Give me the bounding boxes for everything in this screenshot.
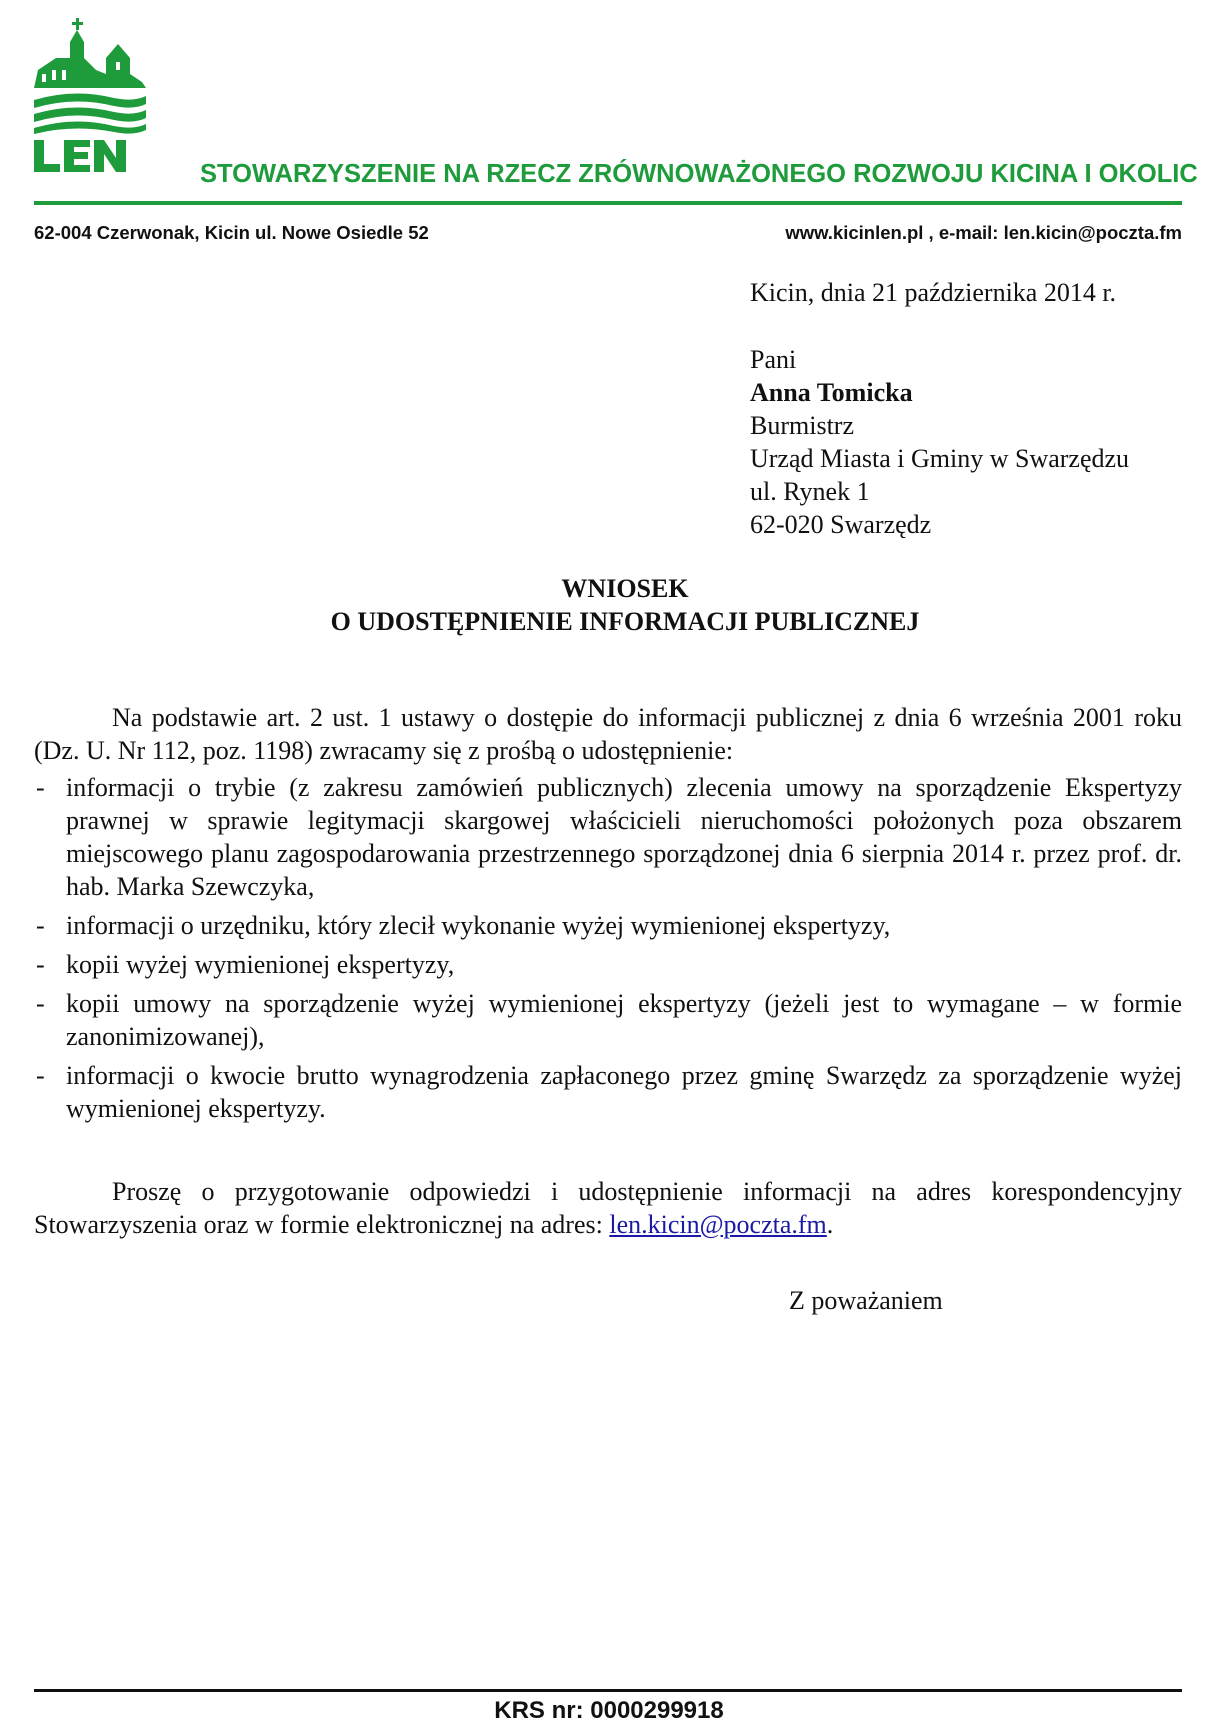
header-divider	[34, 201, 1182, 205]
title-line-1: WNIOSEK	[561, 574, 689, 603]
document-title	[0, 572, 1218, 638]
footer-divider	[34, 1689, 1182, 1692]
organization-contact: www.kicinlen.pl , e-mail: len.kicin@poczta.fm	[785, 222, 1182, 243]
list-item: - informacji o trybie (z zakresu zamówień publicznych) zlecenia umowy na sporządzenie Ekspertyzy prawnej w sprawie legitymacji skargowej właścicieli nieruchomości położonych poza obszarem miejscowego planu zagospodarowania przestrzennego sporządzonej dnia 6 sierpnia 2014 r. przez prof. dr. hab. Marka Szewczyka,	[34, 771, 1182, 903]
closing-end: .	[826, 1210, 834, 1239]
list-item: - informacji o urzędniku, który zlecił wykonanie wyżej wymienionej ekspertyzy,	[34, 909, 1182, 942]
email-link[interactable]: len.kicin@poczta.fm	[609, 1210, 827, 1239]
krs-number: KRS nr: 0000299918	[494, 1697, 724, 1724]
letter-body	[34, 701, 1182, 1241]
list-item: - kopii umowy na sporządzenie wyżej wymienionej ekspertyzy (jeżeli jest to wymagane – w formie zanonimizowanej),	[34, 987, 1182, 1053]
closing-text: Proszę o przygotowanie odpowiedzi i udostępnienie informacji na adres korespondencyjny Stowarzyszenia oraz w formie elektronicznej na adres:	[34, 1177, 1182, 1239]
intro-paragraph: Na podstawie art. 2 ust. 1 ustawy o dostępie do informacji publicznej z dnia 6 września 2001 roku (Dz. U. Nr 112, poz. 1198) zwracamy się z prośbą o udostępnienie:	[34, 703, 1182, 765]
letter-date: Kicin, dnia 21 października 2014 r.	[750, 278, 1117, 307]
recipient-office: Urząd Miasta i Gminy w Swarzędzu	[750, 444, 1130, 473]
recipient-block	[750, 343, 1129, 541]
organization-address: 62-004 Czerwonak, Kicin ul. Nowe Osiedle 52	[34, 222, 429, 243]
recipient-city: 62-020 Swarzędz	[750, 510, 932, 539]
request-list	[34, 771, 1182, 1125]
recipient-name: Anna Tomicka	[750, 378, 913, 407]
organization-name: STOWARZYSZENIE NA RZECZ ZRÓWNOWAŻONEGO ROZWOJU KICINA I OKOLIC	[200, 160, 1198, 188]
signoff: Z poważaniem	[789, 1286, 943, 1315]
recipient-street: ul. Rynek 1	[750, 477, 870, 506]
list-item: - kopii wyżej wymienionej ekspertyzy,	[34, 948, 1182, 981]
title-line-2: O UDOSTĘPNIENIE INFORMACJI PUBLICZNEJ	[330, 607, 920, 636]
len-logo	[34, 18, 162, 190]
recipient-position: Burmistrz	[750, 411, 854, 440]
closing-paragraph	[34, 1175, 1182, 1241]
recipient-salutation: Pani	[750, 345, 797, 374]
list-item: - informacji o kwocie brutto wynagrodzenia zapłaconego przez gminę Swarzędz za sporządzenie wyżej wymienionej ekspertyzy.	[34, 1059, 1182, 1125]
